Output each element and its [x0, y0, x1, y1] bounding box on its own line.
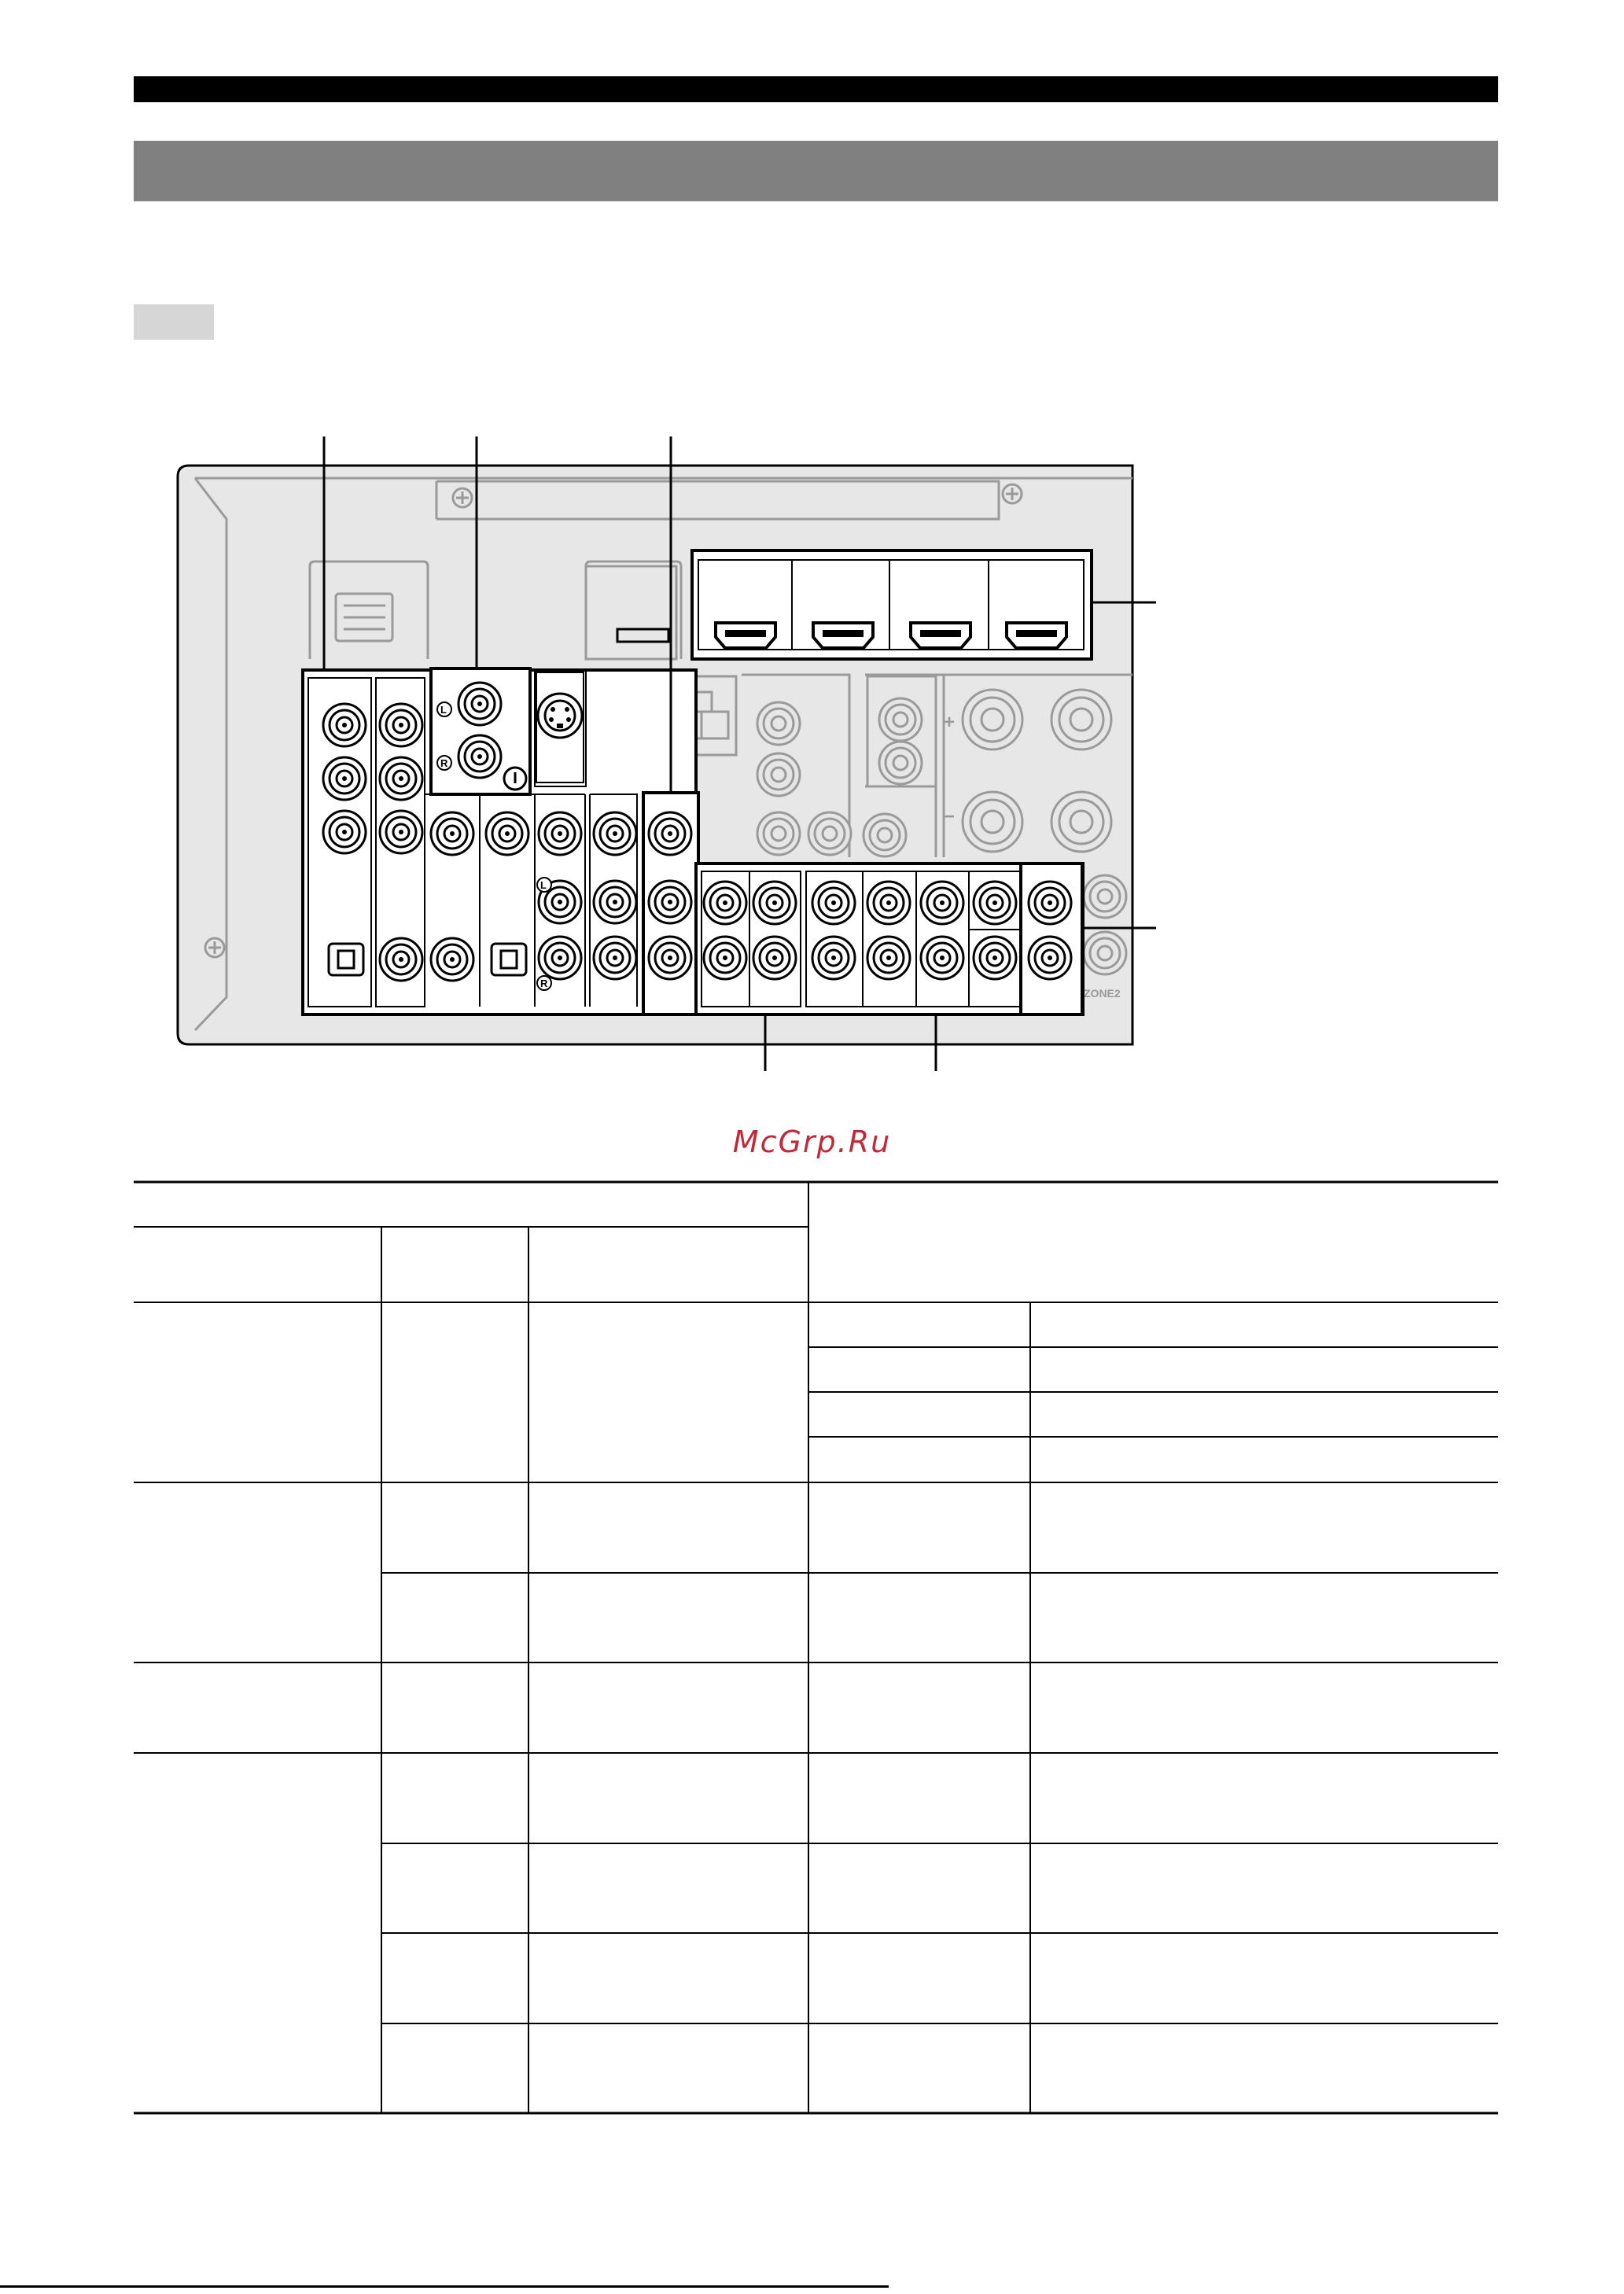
- footer-rule: [0, 2285, 889, 2288]
- hdmi-output-greyed: [586, 566, 676, 659]
- audio-input-group: [643, 793, 698, 1014]
- phono-input-group: [431, 668, 530, 794]
- note-label-box: [134, 304, 214, 340]
- zone-output-label: ZONE2: [1084, 987, 1121, 1000]
- plus-sign: +: [944, 712, 956, 733]
- section-header-bar: [134, 141, 1498, 201]
- channel-right-mark: R: [540, 978, 548, 989]
- channel-left-label: L: [440, 704, 447, 716]
- s-video-jack: [536, 672, 584, 782]
- output-group: [1021, 863, 1082, 1014]
- minus-sign: −: [944, 806, 956, 827]
- hdmi-group: [692, 550, 1092, 659]
- watermark-text: McGrp.Ru: [732, 1125, 892, 1159]
- rear-panel-diagram: [0, 425, 1624, 1093]
- channel-right-label: R: [440, 757, 448, 769]
- top-black-bar: [134, 76, 1498, 102]
- channel-left-mark: L: [540, 879, 547, 891]
